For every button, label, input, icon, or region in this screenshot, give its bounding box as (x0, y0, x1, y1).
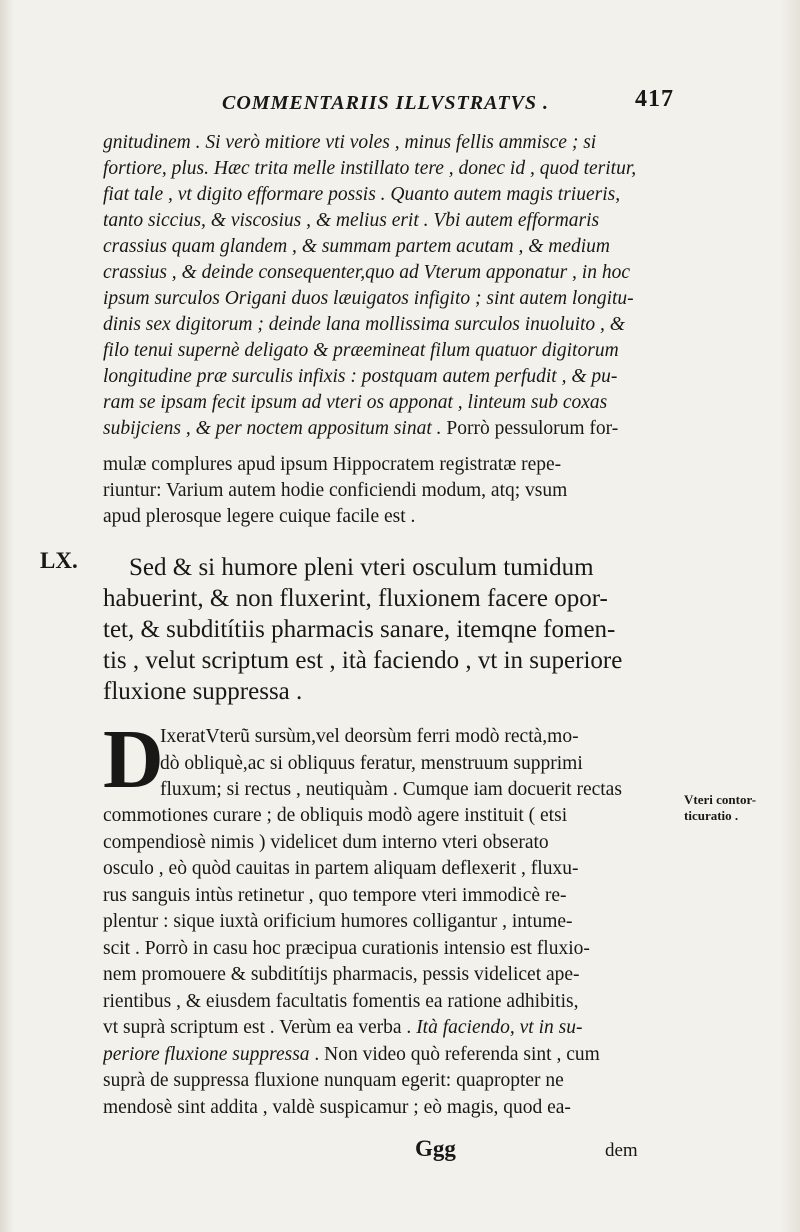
running-title: COMMENTARIIS ILLVSTRATVS . (222, 92, 550, 114)
catchword: dem (605, 1140, 638, 1161)
roman-segment: Porrò pessulorum for- (441, 418, 619, 439)
roman-text-block (103, 452, 683, 530)
commentary-body (103, 803, 683, 1121)
text-line: mendosè sint addita , valdè suspicamur ; eò magis, quod ea- (103, 1096, 571, 1118)
text-line-mixed (103, 1042, 683, 1069)
drop-cap: D (103, 713, 164, 806)
text-line: habuerint, & non fluxerint, fluxionem facere opor- (103, 585, 608, 612)
aphorism-text (103, 552, 683, 707)
text-line: tet, & subditítiis pharmacis sanare, itemqne fomen- (103, 616, 616, 643)
running-header (150, 86, 680, 120)
margin-note-line: Vteri contor- (684, 792, 757, 807)
margin-note-line: ticuratio . (684, 808, 739, 823)
commentary-opening (160, 724, 684, 804)
text-line: rientibus , & eiusdem facultatis fomentis ea ratione adhibitis, (103, 990, 579, 1012)
italic-text-block (103, 130, 683, 442)
italic-segment: subijciens , & per noctem appositum sinat . (103, 418, 442, 439)
text-line-mixed (103, 416, 683, 442)
text-line: compendiosè nimis ) videlicet dum interno vteri obserato (103, 831, 549, 853)
text-line: fortiore, plus. Hæc trita melle instillato tere , donec id , quod teritur, (103, 158, 637, 179)
text-line: commotiones curare ; de obliquis modò agere instituit ( etsi (103, 805, 568, 826)
text-line: dinis sex digitorum ; deinde lana mollissima surculos inuoluito , & (103, 314, 625, 335)
text-line: tanto siccius, & viscosius , & melius erit . Vbi autem efformaris (103, 210, 600, 231)
text-line: Sed & si humore pleni vteri osculum tumidum (129, 554, 594, 581)
text-line: fluxione suppressa . (103, 678, 303, 705)
text-line: riuntur: Varium autem hodie conficiendi modum, atq; vsum (103, 480, 568, 501)
text-line: rus sanguis intùs retinetur , quo tempore vteri immodicè re- (103, 884, 567, 906)
text-line: fluxum; si rectus , neutiquàm . Cumque iam docuerit rectas (160, 779, 622, 800)
italic-segment: Ità faciendo, vt in su- (411, 1017, 583, 1038)
roman-segment: . Non video quò referenda sint , cum (309, 1043, 600, 1065)
text-line: mulæ complures apud ipsum Hippocratem registratæ repe- (103, 454, 562, 475)
text-line-mixed (103, 1015, 683, 1042)
text-line: nem promouere & subditítijs pharmacis, pessis videlicet ape- (103, 964, 580, 985)
roman-segment: vt suprà scriptum est . Verùm ea verba . (103, 1017, 412, 1038)
text-line: crassius quam glandem , & summam partem acutam , & medium (103, 236, 610, 257)
text-line: tis , velut scriptum est , ità faciendo , vt in superiore (103, 647, 623, 674)
text-line: longitudine præ surculis infixis : postquam autem perfudit , & pu- (103, 366, 618, 387)
text-line: IxeratVterũ sursùm,vel deorsùm ferri modò rectà,mo- (160, 726, 579, 747)
text-line: gnitudinem . Si verò mitiore vti voles , minus fellis ammisce ; si (103, 132, 597, 153)
margin-note (684, 792, 796, 824)
signature-mark: Ggg (415, 1136, 456, 1161)
text-line: dò obliquè,ac si obliquus feratur, menstruum supprimi (160, 752, 583, 774)
text-line: ipsum surculos Origani duos læuigatos infigito ; sint autem longitu- (103, 288, 634, 309)
text-line: suprà de suppressa fluxione nunquam egerit: quapropter ne (103, 1070, 564, 1091)
text-line: fiat tale , vt digito efformare possis . Quanto autem magis triueris, (103, 184, 621, 205)
italic-segment: periore fluxione suppressa (103, 1043, 310, 1065)
text-line: ram se ipsam fecit ipsum ad vteri os apponat , linteum sub coxas (103, 392, 608, 413)
section-number: LX. (40, 548, 78, 573)
text-line: osculo , eò quòd cauitas in partem aliquam deflexerit , fluxu- (103, 858, 579, 879)
text-line: filo tenui supernè deligato & præemineat filum quatuor digitorum (103, 340, 619, 361)
text-line: scit . Porrò in casu hoc præcipua curationis intensio est fluxio- (103, 937, 590, 959)
text-line: apud plerosque legere cuique facile est . (103, 506, 416, 527)
page-number: 417 (635, 86, 674, 112)
text-line: crassius , & deinde consequenter,quo ad Vterum apponatur , in hoc (103, 262, 630, 283)
text-line: plentur : sique iuxtà orificium humores colligantur , intume- (103, 911, 573, 932)
